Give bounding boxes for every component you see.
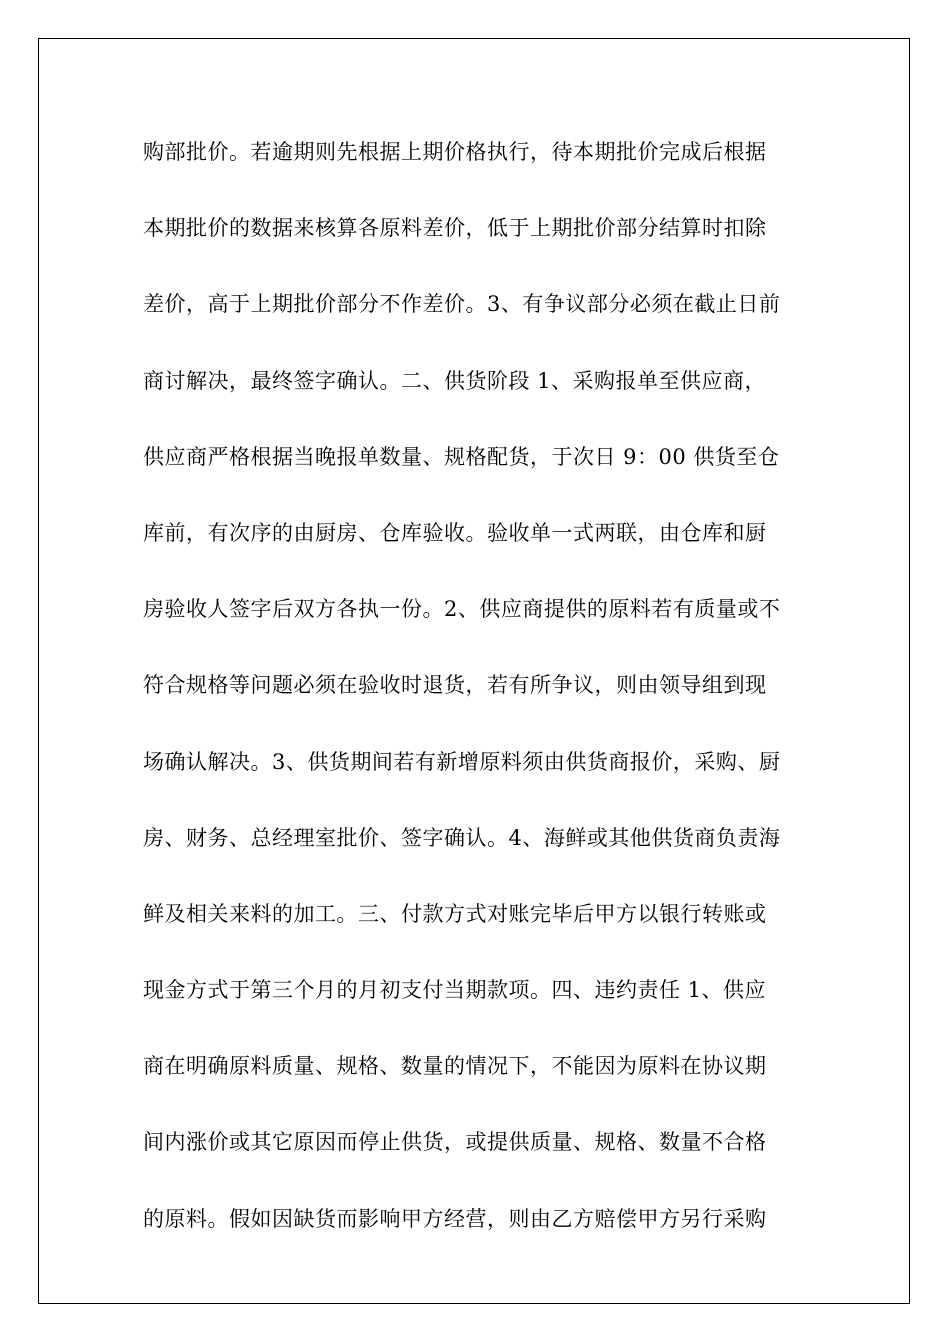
text-line: 商讨解决，最终签字确认。二、供货阶段 1、采购报单至供应商，: [143, 368, 767, 393]
text-line: 间内涨价或其它原因而停止供货，或提供质量、规格、数量不合格: [143, 1130, 767, 1155]
text-line: 鲜及相关来料的加工。三、付款方式对账完毕后甲方以银行转账或: [143, 901, 767, 926]
text-line: 差价，高于上期批价部分不作差价。3、有争议部分必须在截止日前: [143, 292, 781, 317]
text-line: 本期批价的数据来核算各原料差价，低于上期批价部分结算时扣除: [143, 216, 767, 241]
text-line: 库前，有次序的由厨房、仓库验收。验收单一式两联，由仓库和厨: [143, 520, 767, 545]
text-line: 商在明确原料质量、规格、数量的情况下，不能因为原料在协议期: [143, 1054, 767, 1079]
text-line: 购部批价。若逾期则先根据上期价格执行，待本期批价完成后根据: [143, 140, 767, 164]
text-line: 现金方式于第三个月的月初支付当期款项。四、违约责任 1、供应: [143, 978, 767, 1003]
document-body: [143, 126, 823, 1269]
text-line: 的原料。假如因缺货而影响甲方经营，则由乙方赔偿甲方另行采购: [143, 1206, 767, 1231]
text-line: 供应商严格根据当晚报单数量、规格配货，于次日 9：00 供货至仓: [143, 444, 780, 469]
text-line: 场确认解决。3、供货期间若有新增原料须由供货商报价，采购、厨: [143, 749, 781, 774]
text-line: 房验收人签字后双方各执一份。2、供应商提供的原料若有质量或不: [143, 597, 781, 622]
text-line: 符合规格等问题必须在验收时退货，若有所争议，则由领导组到现: [143, 673, 767, 698]
text-line: 房、财务、总经理室批价、签字确认。4、海鲜或其他供货商负责海: [143, 825, 781, 850]
